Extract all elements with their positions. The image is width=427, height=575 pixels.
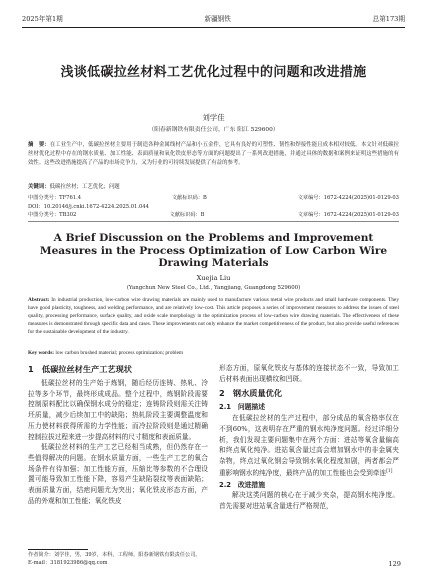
classification-row-2 <box>28 211 399 218</box>
english-author: Xuejia Liu <box>196 274 231 282</box>
english-abstract-text: In industrial production, low-carbon wire drawing materials are mainly used to manufacture various metal wire products and small hardware components. They have good plasticity, toughness, and welding performance, and are relatively low-cost. This article proposes a series of improvement measures to address the issues of steel quality, processing performance, surface quality, and oxide scale morphology in the optimization process of low-carbon wire drawing materials. The effectiveness of these measures is demonstrated through specific data and cases. These improvements not only enhance the market competitiveness of the product, but also provide useful references for the sustainable development of the industry. <box>28 297 399 336</box>
subsection-2-1-text: 在低碳拉丝材的生产过程中，部分成品的氧含格率仅在不到60%，这表明存在严重的钢水纯净度问题。经过详细分析，我们发现主要问题集中在两个方面：进站等氧含量偏高和终点氧化纯净。进站氧含量过高会增加钢水中的非金属夹杂物，终点过氧化钢会导致钢水氧化程度加剧，两者都会严重影响钢水的纯净度，最终产品的加工性能也会受到牵连 <box>219 414 399 477</box>
journal-name: 新疆钢铁 <box>204 15 231 23</box>
page-number: 129 <box>388 560 401 568</box>
subsection-2-1-heading: 2.1 问题描述 <box>219 403 266 412</box>
chinese-keywords-label: 关键词： <box>28 184 50 190</box>
meta-rule <box>28 221 399 222</box>
document-code-2: 文献标识码：B <box>169 212 205 218</box>
author-email[interactable]: E-mail：3181923986@qq.com <box>28 560 108 566</box>
article-number-2: 文章编号：1672-4224(2025)01-0129-03 <box>297 212 399 218</box>
chinese-keywords-text: 低碳拉丝材；工艺优化；问题 <box>49 184 120 190</box>
right-column <box>219 363 399 512</box>
english-abstract-label: Abstract: <box>28 297 50 303</box>
english-keywords <box>28 350 399 356</box>
document-code: 文献标识码：B <box>171 195 207 201</box>
clc-number-2: 中图分类号：TB302 <box>28 212 77 218</box>
article-number: 文章编号：1672-4224(2025)01-0129-03 <box>297 195 399 201</box>
chinese-author: 刘学佳 <box>202 113 225 122</box>
left-column <box>28 363 208 506</box>
section-1-paragraph-2: 低碳拉丝材料的生产工艺已经相当成熟，但仍然存在一些值得解决的问题。在钢水质量方面，一些生产工艺的氧合场条件有待加强；加工性能方面，压缩比等参数的不合理设置可能导致加工性能下降，容易产生缺陷裂纹等表面缺陷；表面质量方面，结疤问题尤为突出；氧化铁皮形态方面，产品的外观和加工性能；氧化铁皮 <box>28 443 208 505</box>
author-footnote <box>28 551 201 567</box>
doi: DOI：10.20146/j.cnki.1672-4224.2025.01.044 <box>28 204 149 210</box>
section-1-paragraph-1: 低碳拉丝材的生产始于炼钢，随后经历连铸、热轧、冷拉等多个环节，最终形成成品。整个过程中，炼钢阶段需要控制原料配比以确保钢水成分的稳定；连铸阶段则需关注铸坯质量，减少后续加工中的缺陷；热轧阶段主要调整温度和压力使材料获得所需的力学性能；而冷拉阶段则是通过精确控制拉拔过程来进一步提高材料的尺寸精度和表面质量。 <box>28 379 208 441</box>
english-keywords-text: low carbon brushed material; process optimization; problem <box>55 350 184 356</box>
citation-1[interactable]: [1] <box>386 468 393 474</box>
english-affiliation: (Yangchun New Steel Co., Ltd., Yangjiang, Guangdong 529600) <box>126 285 301 291</box>
footnote-rule <box>28 549 88 550</box>
clc-number: 中图分类号：TF761.4 <box>28 195 82 201</box>
section-1-continuation: 形态方面，原氧化铁皮与基体的连接状态不一致，导致加工后材料表面出现横纹和凹斑。 <box>219 364 399 383</box>
chinese-abstract <box>28 141 399 167</box>
chinese-affiliation: （阳春新钢铁有限责任公司，广东 阳江 529600） <box>148 127 279 133</box>
issue-label: 2025年第1期 <box>22 15 63 23</box>
subsection-2-1-paragraph <box>219 413 399 478</box>
total-issue-label: 总第173期 <box>372 15 405 23</box>
subsection-2-2-paragraph: 解决这类问题的核心在于减少夹杂，提高钢水纯净度。首先需要对进站氧含量进行严格规范， <box>219 491 399 510</box>
subsection-2-2-heading: 2.2 改进措施 <box>219 480 266 489</box>
chinese-title: 浅谈低碳拉丝材料工艺优化过程中的问题和改进措施 <box>60 65 367 80</box>
section-1-heading: 1 低碳拉丝材生产工艺现状 <box>28 364 132 374</box>
english-keywords-label: Key words: <box>28 350 55 356</box>
running-header <box>22 12 405 24</box>
english-title: A Brief Discussion on the Problems and Improvement Measures in the Process Optimization of Low Carbon Wire Drawing Materials <box>39 232 388 270</box>
classification-row <box>28 194 399 201</box>
chinese-abstract-text: 在工业生产中，低碳拉丝材主要用于制造各种金属线材产品和小五金件，它具有良好的可塑性、韧性和焊接性能且成本相对较低。本文针对低碳拉丝材优化过程中存在的钢水质量、加工性能、表面质量和氧化铁皮形态等方面的问题提出了一系列改进措施，并通过具体的数据和案例来证明这些措施的有效性。这些改进措施提高了产品的市场竞争力，又为行业的可持续发展提供了有益的参考。 <box>28 142 399 166</box>
english-abstract <box>28 296 399 336</box>
chinese-keywords <box>28 182 399 190</box>
section-2-heading: 2 钢水质量优化 <box>219 388 283 399</box>
chinese-abstract-label: 摘 要： <box>28 142 50 148</box>
author-bio: 作者简介：刘学佳，男，39岁，本科，工程师，阳春新钢铁有限责任公司。 <box>28 552 201 558</box>
header-rule <box>22 27 405 28</box>
